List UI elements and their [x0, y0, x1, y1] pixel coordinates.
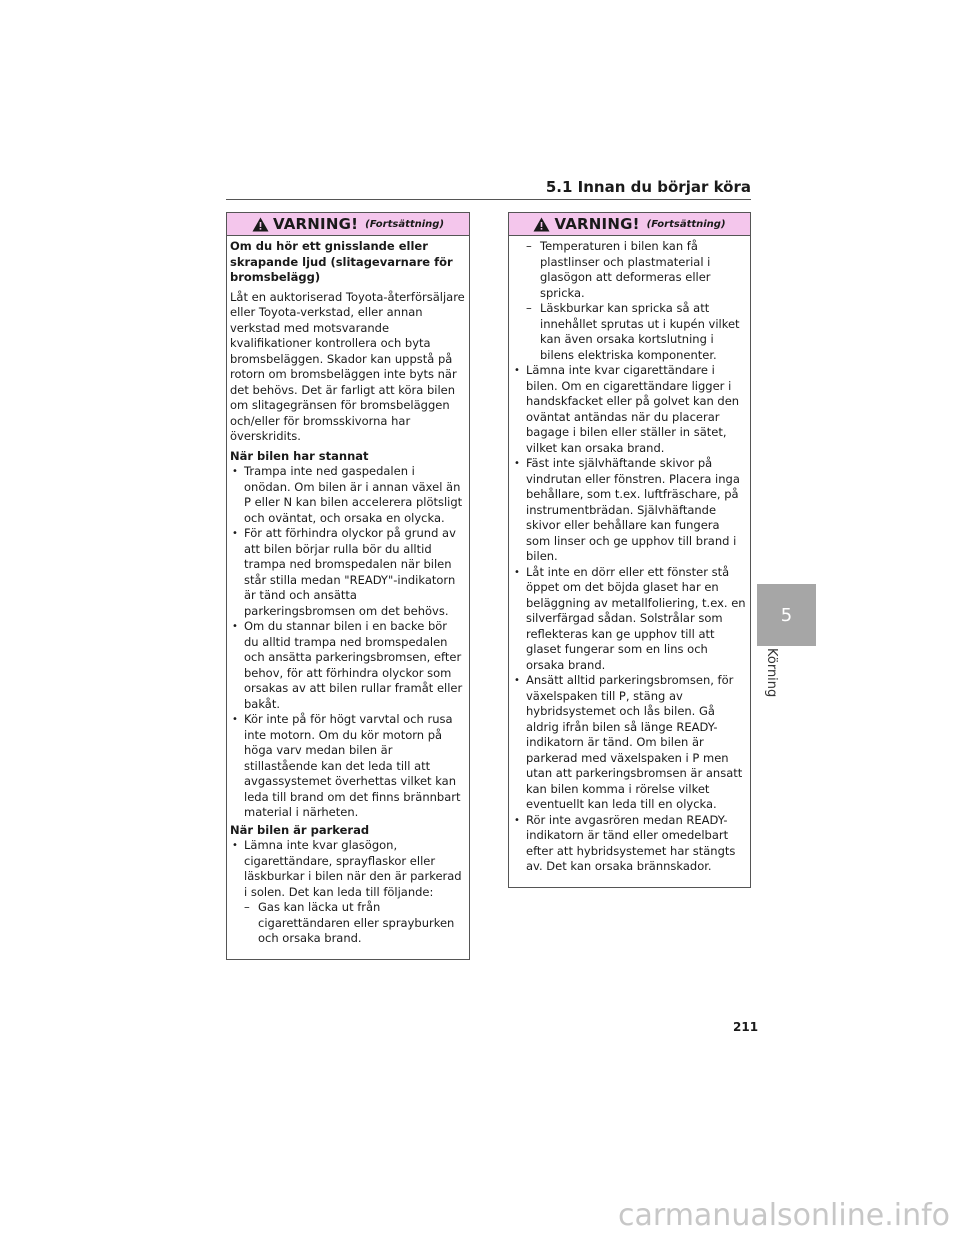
list-item: • Lämna inte kvar cigarettändare i bilen. Om en cigarettändare ligger i handskfacket eller på golvet kan den oväntat antändas när du placerar bagage i bilen eller ställer in sätet, vilket kan orsaka brand.: [512, 363, 746, 456]
dash-item-text: Temperaturen i bilen kan få plastlinser och plastmaterial i glasögon att deformeras eller spricka.: [540, 239, 711, 300]
dash-item: [512, 239, 746, 301]
list-item: • Rör inte avgasrören medan READY-indikatorn är tänd eller omedelbart efter att hybridsystemet har stängts av. Det kan orsaka brännskador.: [512, 813, 746, 875]
dash-item: [230, 900, 465, 947]
warning-paragraph: Låt en auktoriserad Toyota-återförsäljare eller Toyota-verkstad, eller annan verkstad med motsvarande kvalifikationer kontrollera och byta bromsbeläggen. Skador kan uppstå på rotorn om bromsbeläggen inte byts när det behövs. Det är farligt att köra bilen om slitagegränsen för bromsbeläggen och/eller för bromsskivorna har överskridits.: [230, 289, 465, 443]
list-item: • För att förhindra olyckor på grund av att bilen börjar rulla bör du alltid trampa ned bromspedalen när bilen står stilla medan "READY"-indikatorn är tänd och ansätta parkeringsbromsen om det behövs.: [230, 526, 465, 619]
dash-mark: –: [526, 239, 532, 253]
list-item: • Lämna inte kvar glasögon, cigarettändare, sprayflaskor eller läskburkar i bilen när den är parkerad i solen. Det kan leda till följande:: [230, 838, 465, 900]
dash-mark: –: [526, 301, 532, 315]
warning-continued: (Fortsättning): [365, 218, 445, 230]
warning-content: [227, 236, 469, 947]
chapter-tab: [757, 584, 816, 646]
warning-subheading: När bilen är parkerad: [230, 822, 370, 837]
bullet-list: [512, 363, 746, 875]
warning-title: VARNING!: [272, 215, 359, 233]
list-item: • Fäst inte självhäftande skivor på vindrutan eller fönstren. Placera inga behållare, som t.ex. luftfräschare, på instrumentbrädan. Självhäftande skivor eller behållare kan fungera som linser och ge upphov till brand i bilen.: [512, 456, 746, 565]
list-item: • Låt inte en dörr eller ett fönster stå öppet om det böjda glaset har en beläggning av metallfoliering, t.ex. en silverfärgad sådan. Solstrålar som reflekteras kan ge upphov till att glaset fungerar som en lins och orsaka brand.: [512, 565, 746, 674]
dash-list: [230, 900, 465, 947]
warning-heading: Om du hör ett gnisslande eller skrapande ljud (slitagevarnare för bromsbelägg): [230, 239, 453, 284]
warning-box-right: [508, 212, 751, 888]
warning-triangle-icon: [252, 217, 269, 232]
dash-item: [512, 301, 746, 363]
list-item: • Ansätt alltid parkeringsbromsen, för växelspaken till P, stäng av hybridsystemet och lås bilen. Gå aldrig ifrån bilen så länge READY-indikatorn är tänd. Om bilen är parkerad med växelspaken i P men utan att parkeringsbromsen är ansatt kan bilen komma i rörelse vilket eventuellt kan leda till en olycka.: [512, 673, 746, 813]
warning-header: [227, 213, 469, 236]
header-divider: [226, 199, 751, 200]
dash-mark: –: [244, 900, 250, 914]
bullet-list: [230, 838, 465, 900]
dash-item-text: Läskburkar kan spricka så att innehållet sprutas ut i kupén vilket kan även orsaka kortslutning i bilens elektriska komponenter.: [540, 301, 740, 362]
chapter-label: Körning: [764, 648, 779, 698]
list-item: • Trampa inte ned gaspedalen i onödan. Om bilen är i annan växel än P eller N kan bilen accelerera plötsligt och oväntat, och orsaka en olycka.: [230, 464, 465, 526]
warning-content: [509, 236, 750, 875]
chapter-number: 5: [780, 604, 793, 626]
dash-list: [512, 239, 746, 363]
list-item: • Kör inte på för högt varvtal och rusa inte motorn. Om du kör motorn på höga varv medan bilen är stillastående kan det leda till att avgassystemet överhettas vilket kan leda till brand om det finns brännbart material i närheten.: [230, 712, 465, 821]
section-title: 5.1 Innan du börjar köra: [545, 178, 751, 196]
bullet-list: [230, 464, 465, 821]
warning-continued: (Fortsättning): [646, 218, 726, 230]
warning-header: [509, 213, 750, 236]
dash-item-text: Gas kan läcka ut från cigarettändaren eller sprayburken och orsaka brand.: [258, 900, 455, 945]
warning-subheading: När bilen har stannat: [230, 448, 369, 463]
warning-box-left: [226, 212, 470, 960]
warning-triangle-icon: [533, 217, 550, 232]
list-item: • Om du stannar bilen i en backe bör du alltid trampa ned bromspedalen och ansätta parkeringsbromsen, efter behov, för att förhindra olyckor som orsakas av att bilen rullar framåt eller bakåt.: [230, 619, 465, 712]
page-number: 211: [733, 1020, 759, 1034]
watermark: carmanualsonline.info: [618, 1198, 950, 1233]
warning-title: VARNING!: [554, 215, 640, 233]
